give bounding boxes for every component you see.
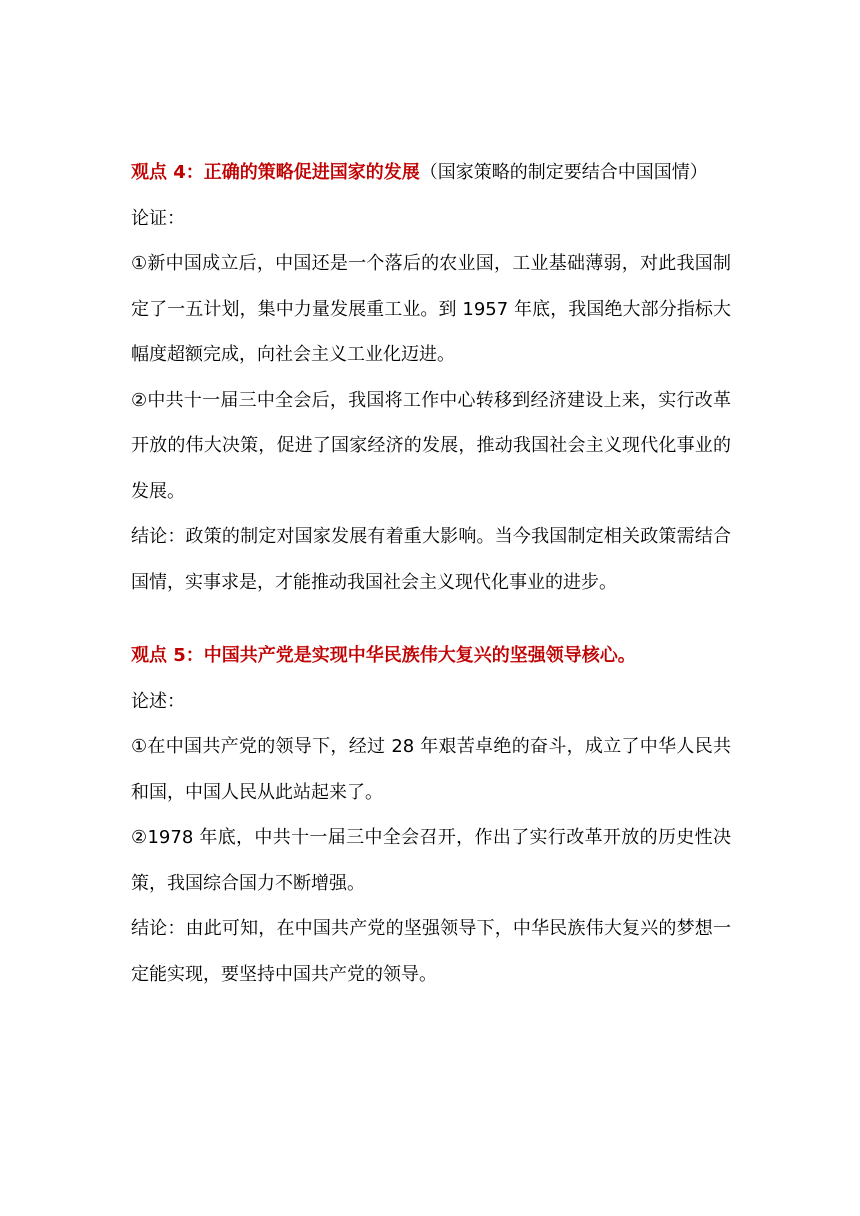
section5-item-1: ①在中国共产党的领导下，经过 28 年艰苦卓绝的奋斗，成立了中华人民共和国，中国人民从此站起来了。 (131, 736, 731, 803)
document-page (131, 150, 731, 997)
section4-title: 观点 4：正确的策略促进国家的发展 (131, 162, 420, 183)
section4-item-2: ②中共十一届三中全会后，我国将工作中心转移到经济建设上来，实行改革开放的伟大决策，促进了国家经济的发展，推动我国社会主义现代化事业的发展。 (131, 389, 731, 502)
section5-item-2: ②1978 年底，中共十一届三中全会召开，作出了实行改革开放的历史性决策，我国综合国力不断增强。 (131, 827, 731, 894)
section4-note: （国家策略的制定要结合中国国情） (419, 162, 708, 183)
section4-conclusion: 结论：政策的制定对国家发展有着重大影响。当今我国制定相关政策需结合国情，实事求是，才能推动我国社会主义现代化事业的进步。 (131, 526, 731, 593)
section5-title: 观点 5：中国共产党是实现中华民族伟大复兴的坚强领导核心。 (131, 645, 636, 666)
section5-proof-label: 论述： (131, 690, 185, 712)
section4-proof-label: 论证： (131, 207, 185, 229)
section-spacer (131, 605, 731, 633)
section5-conclusion: 结论：由此可知，在中国共产党的坚强领导下，中华民族伟大复兴的梦想一定能实现，要坚持中国共产党的领导。 (131, 918, 731, 985)
section4-item-1: ①新中国成立后，中国还是一个落后的农业国，工业基础薄弱，对此我国制定了一五计划，集中力量发展重工业。到 1957 年底，我国绝大部分指标大幅度超额完成，向社会主义工业化迈进。 (131, 253, 731, 365)
section4-heading-line (131, 150, 731, 196)
